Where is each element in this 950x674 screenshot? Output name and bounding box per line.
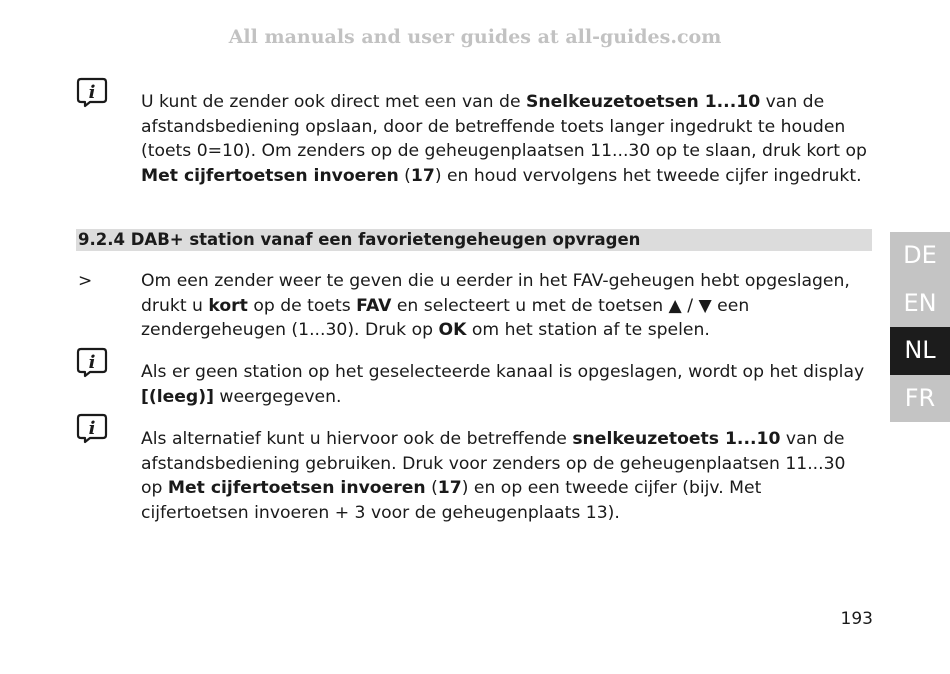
note-paragraph-2: Als er geen station op het geselecteerde kanaal is opgeslagen, wordt op het display [(leeg)] weergegeven.: [141, 362, 865, 407]
svg-text:i: i: [88, 418, 96, 439]
step-paragraph: Om een zender weer te geven die u eerder in het FAV-geheugen hebt opgeslagen, drukt u kort op de toets FAV en selecteert u met de toetsen ▲ / ▼ een zendergeheugen (1...30). Druk op OK om het station af te spelen.: [141, 271, 850, 340]
lang-tab-de[interactable]: DE: [890, 232, 950, 280]
section-heading: [76, 229, 872, 251]
info-icon: [76, 347, 108, 378]
note-paragraph-1: U kunt de zender ook direct met een van de Snelkeuzetoetsen 1...10 van de afstandsbediening opslaan, door de betreffende toets langer ingedrukt te houden (toets 0=10). Om zenders op de geheugenplaatsen 11...30 op te slaan, druk kort op Met cijfertoetsen invoeren (17) en houd vervolgens het tweede cijfer ingedrukt.: [141, 92, 867, 186]
page-number: 193: [840, 609, 873, 629]
info-icon: [76, 77, 108, 108]
note-paragraph-3: Als alternatief kunt u hiervoor ook de betreffende snelkeuzetoets 1...10 van de afstandsbediening gebruiken. Druk voor zenders op de geheugenplaatsen 11...30 op Met cijfertoetsen invoeren (17) en op een tweede cijfer (bijv. Met cijfertoetsen invoeren + 3 voor de geheugenplaats 13).: [141, 429, 846, 523]
info-icon: [76, 413, 108, 444]
section-title: 9.2.4 DAB+ station vanaf een favorietengeheugen opvragen: [78, 230, 641, 249]
language-tabs: [890, 232, 950, 422]
lang-tab-nl[interactable]: NL: [890, 327, 950, 375]
watermark: All manuals and user guides at all-guides.com: [228, 26, 722, 48]
svg-text:i: i: [88, 82, 96, 103]
svg-text:i: i: [88, 352, 96, 373]
step-bullet: >: [78, 271, 93, 291]
lang-tab-fr[interactable]: FR: [890, 375, 950, 423]
lang-tab-en[interactable]: EN: [890, 280, 950, 328]
